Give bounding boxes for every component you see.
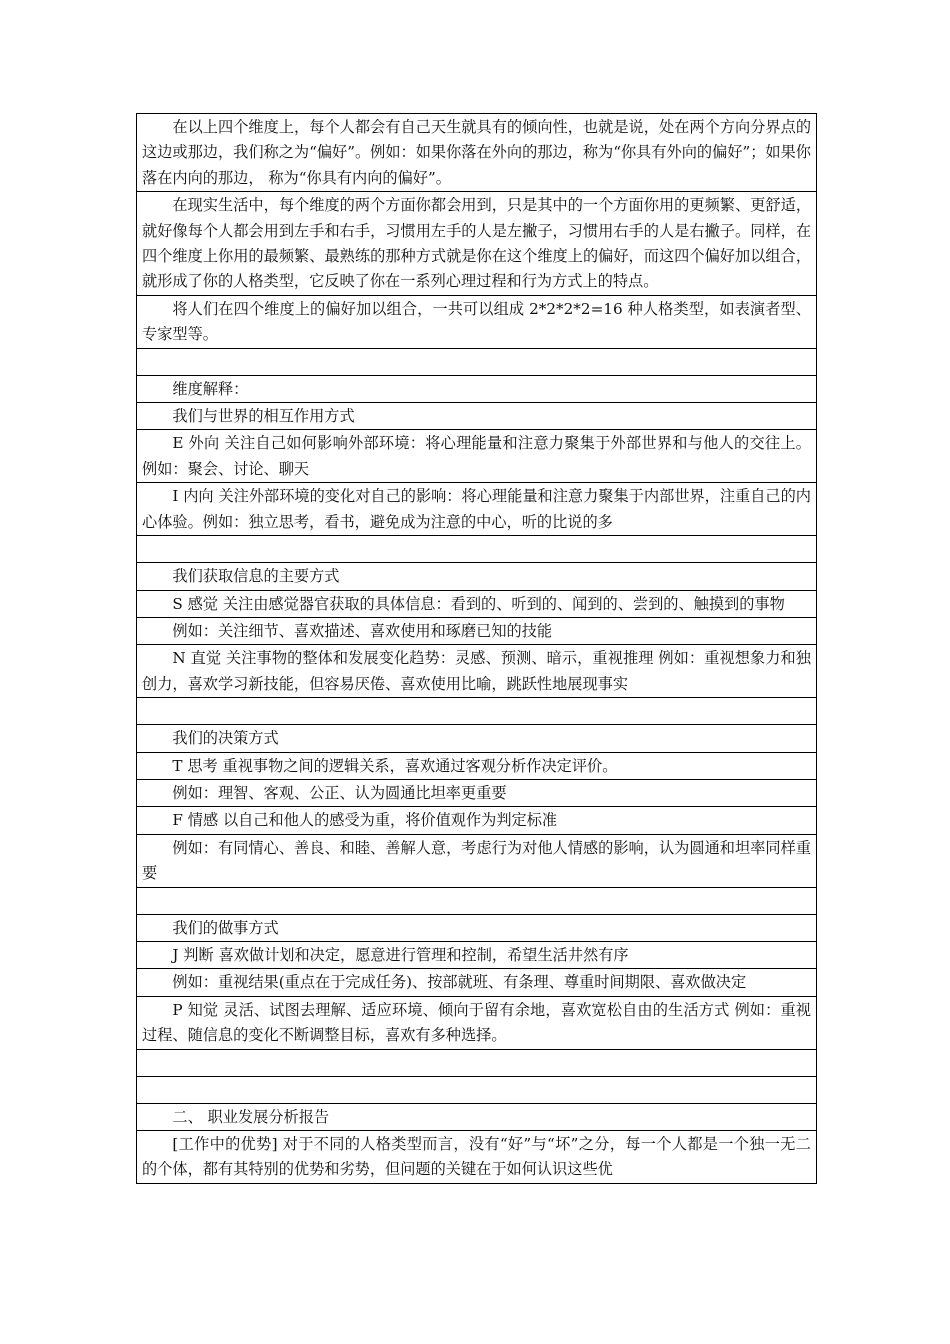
table-row bbox=[137, 192, 817, 296]
table-cell: 例如：重视结果(重点在于完成任务)、按部就班、有条理、尊重时间期限、喜欢做决定 bbox=[137, 969, 817, 996]
table-cell: P 知觉 灵活、试图去理解、适应环境、倾向于留有余地，喜欢宽松自由的生活方式 例如：重视过程、随信息的变化不断调整目标，喜欢有多种选择。 bbox=[137, 996, 817, 1049]
table-row bbox=[137, 590, 817, 617]
table-row bbox=[137, 1049, 817, 1076]
table-row bbox=[137, 430, 817, 483]
table-row bbox=[137, 698, 817, 725]
table-cell: 例如：理智、客观、公正、认为圆通比坦率更重要 bbox=[137, 779, 817, 806]
table-cell: N 直觉 关注事物的整体和发展变化趋势：灵感、预测、暗示，重视推理 例如：重视想象力和独创力，喜欢学习新技能，但容易厌倦、喜欢使用比喻，跳跃性地展现事实 bbox=[137, 645, 817, 698]
table-cell: [工作中的优势] 对于不同的人格类型而言，没有“好”与“坏”之分，每一个人都是一个独一无二的个体，都有其特别的优势和劣势，但问题的关键在于如何认识这些优 bbox=[137, 1131, 817, 1184]
table-cell: J 判断 喜欢做计划和决定，愿意进行管理和控制，希望生活井然有序 bbox=[137, 941, 817, 968]
table-row bbox=[137, 996, 817, 1049]
table-row bbox=[137, 348, 817, 375]
table-cell bbox=[137, 348, 817, 375]
table-cell: 二、 职业发展分析报告 bbox=[137, 1103, 817, 1130]
table-row bbox=[137, 807, 817, 834]
table-row bbox=[137, 969, 817, 996]
table-row bbox=[137, 1076, 817, 1103]
table-row bbox=[137, 375, 817, 402]
table-cell: 我们与世界的相互作用方式 bbox=[137, 403, 817, 430]
table-cell: E 外向 关注自己如何影响外部环境：将心理能量和注意力聚集于外部世界和与他人的交往上。例如：聚会、讨论、聊天 bbox=[137, 430, 817, 483]
table-cell: T 思考 重视事物之间的逻辑关系，喜欢通过客观分析作决定评价。 bbox=[137, 752, 817, 779]
table-row bbox=[137, 295, 817, 348]
table-row bbox=[137, 645, 817, 698]
table-cell bbox=[137, 536, 817, 563]
document-table bbox=[136, 113, 817, 1184]
table-cell: 维度解释： bbox=[137, 375, 817, 402]
table-cell: 例如：有同情心、善良、和睦、善解人意，考虑行为对他人情感的影响，认为圆通和坦率同样重要 bbox=[137, 834, 817, 887]
table-row bbox=[137, 834, 817, 887]
table-cell: 我们的做事方式 bbox=[137, 914, 817, 941]
table-cell: 将人们在四个维度上的偏好加以组合，一共可以组成 2*2*2*2=16 种人格类型，如表演者型、专家型等。 bbox=[137, 295, 817, 348]
table-row bbox=[137, 752, 817, 779]
table-cell bbox=[137, 1076, 817, 1103]
table-row bbox=[137, 887, 817, 914]
table-cell: F 情感 以自己和他人的感受为重，将价值观作为判定标准 bbox=[137, 807, 817, 834]
table-cell: 我们的决策方式 bbox=[137, 725, 817, 752]
table-row bbox=[137, 114, 817, 192]
table-cell: 在以上四个维度上，每个人都会有自己天生就具有的倾向性，也就是说，处在两个方向分界点的这边或那边，我们称之为“偏好”。例如：如果你落在外向的那边，称为“你具有外向的偏好”；如果你落在内向的那边， 称为“你具有内向的偏好”。 bbox=[137, 114, 817, 192]
table-row bbox=[137, 914, 817, 941]
table-cell: 例如：关注细节、喜欢描述、喜欢使用和琢磨已知的技能 bbox=[137, 617, 817, 644]
table-row bbox=[137, 725, 817, 752]
table-cell: S 感觉 关注由感觉器官获取的具体信息：看到的、听到的、闻到的、尝到的、触摸到的事物 bbox=[137, 590, 817, 617]
table-row bbox=[137, 536, 817, 563]
table-row bbox=[137, 403, 817, 430]
table-cell: I 内向 关注外部环境的变化对自己的影响：将心理能量和注意力聚集于内部世界，注重自己的内心体验。例如：独立思考，看书，避免成为注意的中心，听的比说的多 bbox=[137, 483, 817, 536]
table-cell bbox=[137, 887, 817, 914]
table-row bbox=[137, 1131, 817, 1184]
table-row bbox=[137, 617, 817, 644]
table-row bbox=[137, 563, 817, 590]
table-cell: 我们获取信息的主要方式 bbox=[137, 563, 817, 590]
table-cell bbox=[137, 1049, 817, 1076]
table-cell bbox=[137, 698, 817, 725]
table-row bbox=[137, 483, 817, 536]
table-row bbox=[137, 1103, 817, 1130]
table-row bbox=[137, 941, 817, 968]
table-cell: 在现实生活中，每个维度的两个方面你都会用到，只是其中的一个方面你用的更频繁、更舒适，就好像每个人都会用到左手和右手，习惯用左手的人是左撇子，习惯用右手的人是右撇子。同样，在四个维度上你用的最频繁、最熟练的那种方式就是你在这个维度上的偏好，而这四个偏好加以组合，就形成了你的人格类型，它反映了你在一系列心理过程和行为方式上的特点。 bbox=[137, 192, 817, 296]
table-row bbox=[137, 779, 817, 806]
